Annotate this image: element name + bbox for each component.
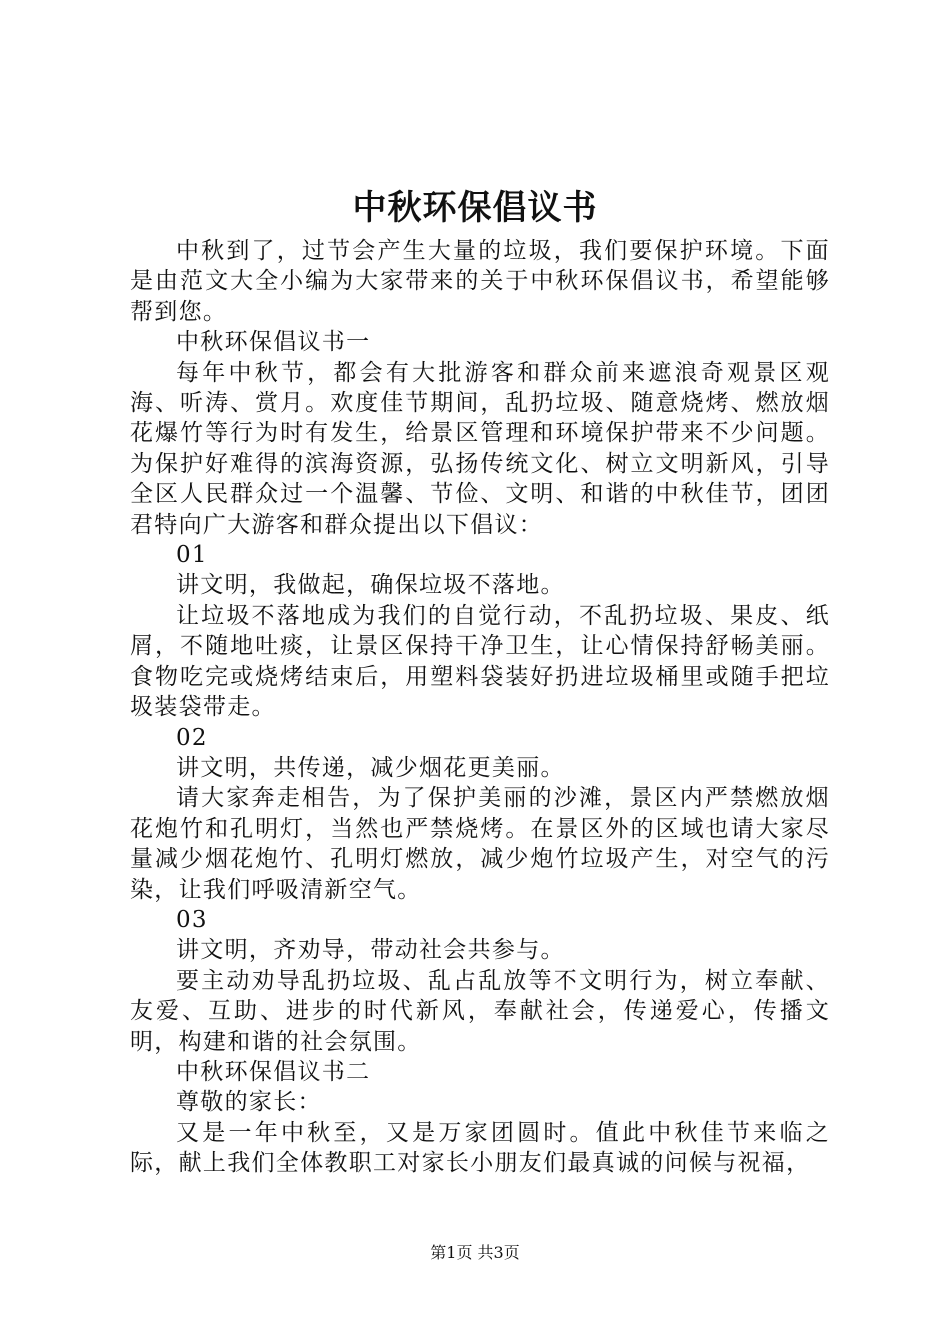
section-heading-1: 中秋环保倡议书一: [176, 329, 371, 356]
intro-paragraph: 中秋到了，过节会产生大量的垃圾，我们要保护环境。下面是由范文大全小编为大家带来的关于中秋环保倡议书，希望能够帮到您。: [130, 238, 830, 325]
body-paragraph: 要主动劝导乱扔垃圾、乱占乱放等不文明行为，树立奉献、友爱、互助、进步的时代新风，奉献社会，传递爱心，传播文明，构建和谐的社会氛围。: [130, 967, 830, 1055]
body-paragraph: 请大家奔走相告，为了保护美丽的沙滩，景区内严禁燃放烟花炮竹和孔明灯，当然也严禁烧烤。在景区外的区域也请大家尽量减少烟花炮竹、孔明灯燃放，减少炮竹垃圾产生，对空气的污染，让我们呼吸清新空气。: [130, 785, 830, 903]
item-heading-03: 讲文明，齐劝导，带动社会共参与。: [176, 937, 565, 964]
document-body: [130, 236, 830, 1179]
page-title: 中秋环保倡议书: [352, 188, 598, 228]
section-heading-2: 中秋环保倡议书二: [176, 1058, 371, 1085]
salutation: 尊敬的家长：: [176, 1089, 322, 1116]
item-heading-02: 讲文明，共传递，减少烟花更美丽。: [176, 754, 565, 781]
body-paragraph: 让垃圾不落地成为我们的自觉行动，不乱扔垃圾、果皮、纸屑，不随地吐痰，让景区保持干净卫生，让心情保持舒畅美丽。食物吃完或烧烤结束后，用塑料袋装好扔进垃圾桶里或随手把垃圾装袋带走。: [130, 602, 830, 721]
item-number-01: 01: [176, 542, 208, 569]
page-footer: 第1页 共3页: [430, 1243, 520, 1262]
item-number-03: 03: [176, 906, 208, 933]
item-heading-01: 讲文明，我做起，确保垃圾不落地。: [176, 572, 565, 599]
body-paragraph: 每年中秋节，都会有大批游客和群众前来遮浪奇观景区观海、听涛、赏月。欢度佳节期间，乱扔垃圾、随意烧烤、燃放烟花爆竹等行为时有发生，给景区管理和环境保护带来不少问题。为保护好难得的滨海资源，弘扬传统文化、树立文明新风，引导全区人民群众过一个温馨、节俭、文明、和谐的中秋佳节，团团君特向广大游客和群众提出以下倡议：: [130, 359, 830, 538]
item-number-02: 02: [176, 724, 208, 751]
body-paragraph: 又是一年中秋至，又是万家团圆时。值此中秋佳节来临之际，献上我们全体教职工对家长小朋友们最真诚的问候与祝福，: [130, 1119, 830, 1177]
